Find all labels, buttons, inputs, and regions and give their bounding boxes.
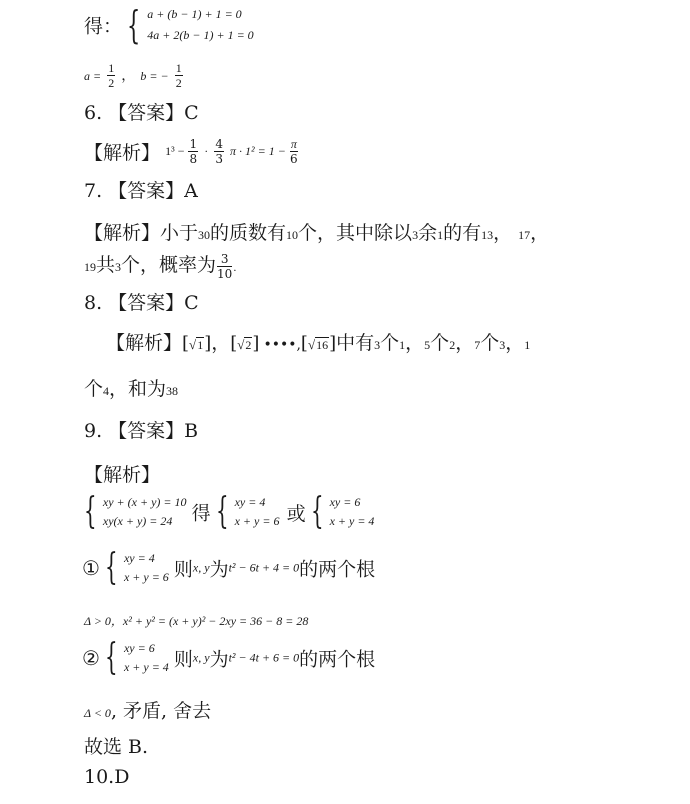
sol-a: a =	[84, 69, 102, 83]
q6-explanation: 【解析】 1³ − $\frac{1}{8}$ · $\frac{4}{3}$ π · 1² = 1 − $\frac{\pi}{6}$	[84, 137, 298, 166]
case-1-line: ① { xy = 4 x + y = 6 则x, y为t² − 6t + 4 = 0的两个根	[82, 547, 376, 588]
brace-icon: {	[127, 3, 141, 47]
q7-explanation-line1: 【解析】小于30的质数有10个，其中除以3余1的有13， 17，	[84, 222, 550, 244]
q10-answer: 10.D	[84, 766, 130, 788]
q9-answer: 9. 【答案】B	[84, 420, 199, 442]
q6-answer: 6. 【答案】C	[84, 102, 199, 124]
q8-answer: 8. 【答案】C	[84, 292, 199, 314]
discriminant-negative-line: Δ < 0, 矛盾, 舍去	[84, 700, 212, 722]
q7-explanation-line2: 19共3个，概率为 $\frac{3}{10}$ .	[84, 251, 237, 281]
case-2-line: ② { xy = 6 x + y = 4 则x, y为t² − 4t + 6 = 0的两个根	[82, 637, 376, 678]
q8-explanation-line2: 个4，和为38	[84, 378, 179, 400]
q8-explanation-line1: 【解析】[√1]，[√2] ••••,[√16]中有3个1，5个2，7个3，1	[106, 332, 531, 354]
frac-3-10: $\frac{3}{10}$	[217, 251, 233, 281]
floor-sqrt-1: [√1]	[182, 333, 212, 354]
floor-sqrt-16: [√16]	[300, 333, 337, 354]
frac-1-8: $\frac{1}{8}$	[189, 137, 198, 166]
system-original: { xy + (x + y) = 10 xy(x + y) = 24	[84, 491, 187, 532]
system-case-b: { xy = 6 x + y = 4	[310, 491, 375, 532]
circled-one-icon: ①	[82, 556, 100, 580]
fraction-half-a: $\frac{1}{2}$	[108, 61, 115, 90]
q9-jiexi: 【解析】	[84, 464, 161, 486]
solve-line	[84, 3, 254, 47]
frac-4-3: $\frac{4}{3}$	[215, 137, 223, 166]
equation-system-1	[127, 3, 254, 47]
fraction-half-b: $\frac{1}{2}$	[175, 61, 182, 90]
system1-eq-b: 4a + 2(b − 1) + 1 = 0	[147, 27, 254, 42]
sol-b: b = −	[140, 69, 169, 83]
q9-systems-line: { xy + (x + y) = 10 xy(x + y) = 24 得 { xy = 4 x + y = 6 或 { xy = 6 x + y = 4	[84, 491, 375, 532]
de-label: 得：	[84, 15, 123, 38]
q6-jiexi: 【解析】	[84, 142, 161, 164]
circled-two-icon: ②	[82, 646, 100, 670]
discriminant-positive-line: Δ > 0，x² + y² = (x + y)² − 2xy = 36 − 8 = 28	[84, 614, 309, 628]
q7-answer: 7. 【答案】A	[84, 180, 198, 202]
floor-sqrt-2: [√2]	[230, 333, 260, 354]
system1-eq-a: a + (b − 1) + 1 = 0	[147, 7, 242, 21]
system-case-a: { xy = 4 x + y = 6	[215, 491, 280, 532]
conclusion: 故选 B.	[84, 736, 149, 758]
frac-pi-6: $\frac{\pi}{6}$	[290, 137, 298, 166]
solution-line: a = $\frac{1}{2}$ ， b = − $\frac{1}{2}$	[84, 61, 182, 90]
